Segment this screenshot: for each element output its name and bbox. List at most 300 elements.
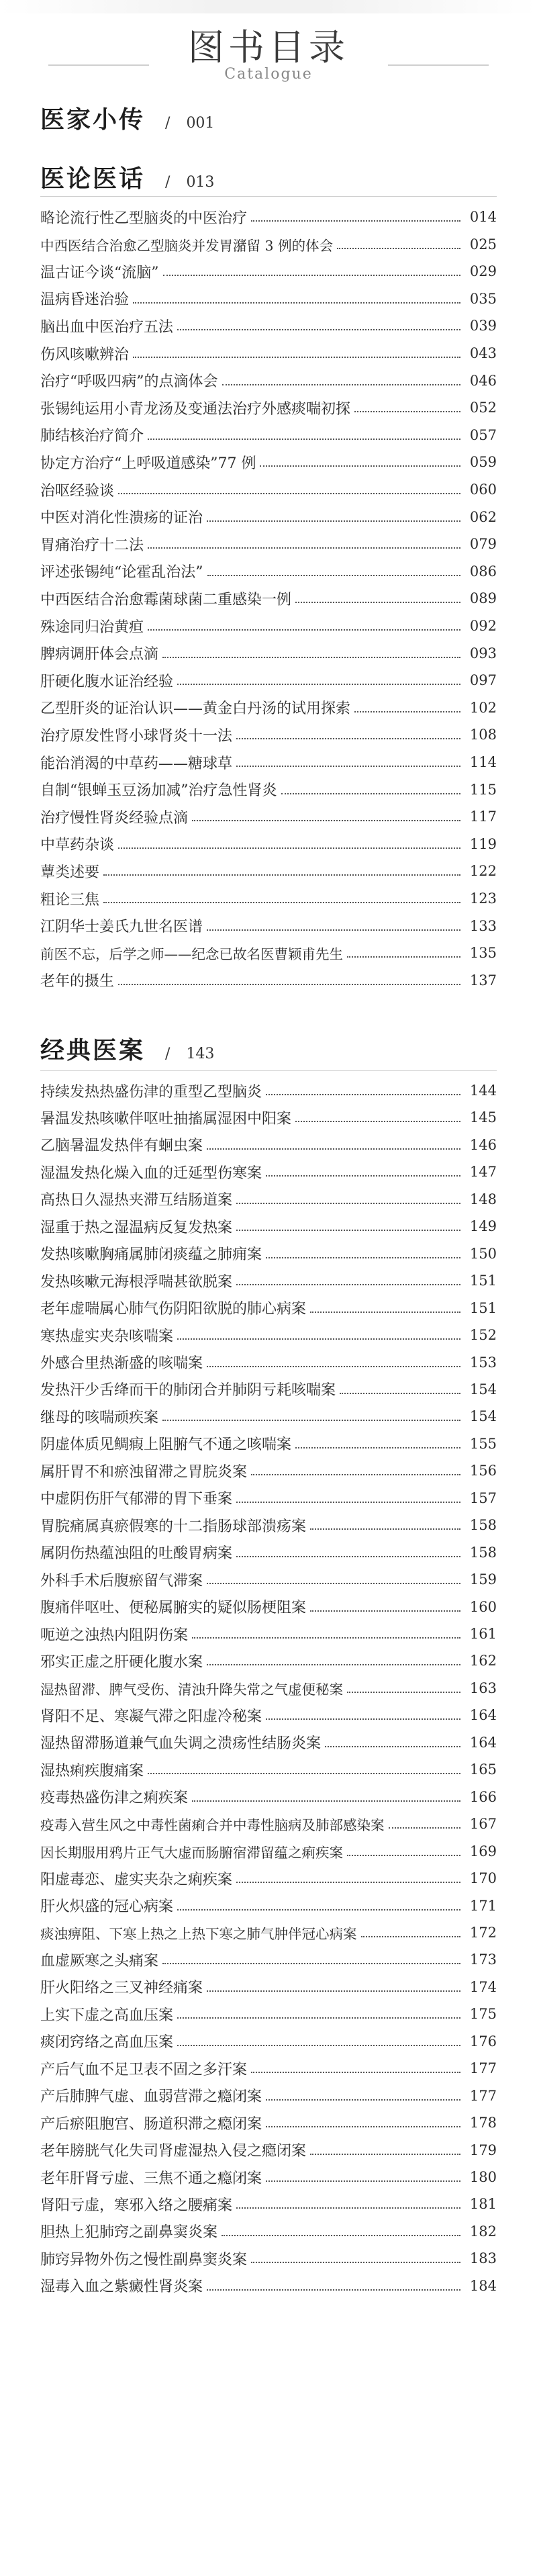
toc-entry[interactable] xyxy=(40,749,497,776)
dot-leader xyxy=(207,575,461,576)
toc-entry-page: 177 xyxy=(469,2060,497,2077)
toc-entry-title: 脾病调肝体会点滴 xyxy=(40,646,159,663)
toc-entry-title: 脑出血中医治疗五法 xyxy=(40,318,174,336)
dot-leader xyxy=(118,493,460,494)
toc-entry-page: 158 xyxy=(469,1544,497,1561)
section-heading-essays xyxy=(40,160,497,195)
toc-entry-page: 052 xyxy=(469,400,497,416)
toc-entry-title: 发热咳嗽胸痛属肺闭痰蕴之肺痈案 xyxy=(40,1246,262,1264)
toc-entry-page: 154 xyxy=(469,1381,497,1397)
dot-leader xyxy=(266,1718,460,1720)
toc-entry-title: 湿温发热化燥入血的迁延型伤寒案 xyxy=(40,1164,262,1182)
toc-entry-page: 181 xyxy=(469,2196,497,2213)
toc-entry-page: 162 xyxy=(469,1653,497,1669)
toc-entry-page: 149 xyxy=(469,1218,497,1235)
dot-leader xyxy=(295,1121,460,1122)
dot-leader xyxy=(207,1583,460,1584)
toc-entry-title: 湿热留滞、脾气受伤、清浊升降失常之气虚便秘案 xyxy=(40,1681,343,1698)
toc-entry[interactable] xyxy=(40,1403,497,1430)
dot-leader xyxy=(340,1393,460,1394)
section-page: 013 xyxy=(186,174,215,191)
toc-entry[interactable] xyxy=(40,1539,497,1566)
toc-entry[interactable] xyxy=(40,531,497,557)
toc-entry-title: 张锡纯运用小青龙汤及变通法治疗外感痰喘初探 xyxy=(40,400,351,418)
toc-entry-title: 肝火炽盛的冠心病案 xyxy=(40,1898,174,1915)
header-band xyxy=(0,0,537,13)
toc-entry-page: 156 xyxy=(469,1463,497,1479)
toc-entry-title: 属阴伤热蕴浊阻的吐酸胃病案 xyxy=(40,1545,233,1563)
dot-leader xyxy=(236,1230,460,1231)
dot-leader xyxy=(236,1203,460,1204)
toc-entry-page: 176 xyxy=(469,2033,497,2050)
dot-leader xyxy=(236,1556,460,1557)
toc-entry-title: 自制“银蝉玉豆汤加减”治疗急性肾炎 xyxy=(40,782,277,800)
toc-entry[interactable] xyxy=(40,2191,497,2217)
dot-leader xyxy=(148,629,460,631)
toc-entry-page: 135 xyxy=(469,945,497,962)
dot-leader xyxy=(207,1990,460,1992)
dot-leader xyxy=(148,547,460,549)
toc-entry[interactable] xyxy=(40,2272,497,2299)
dot-leader xyxy=(236,1502,460,1503)
toc-entry[interactable] xyxy=(40,1485,497,1512)
dot-leader xyxy=(281,793,461,794)
toc-entry-title: 痰闭窍络之高血压案 xyxy=(40,2034,174,2052)
toc-entry[interactable] xyxy=(40,939,497,966)
toc-entry-title: 中虚阴伤肝气郁滞的胃下垂案 xyxy=(40,1491,233,1508)
toc-entry[interactable] xyxy=(40,1838,497,1865)
toc-entry-page: 029 xyxy=(469,263,497,280)
toc-entry-page: 025 xyxy=(469,236,497,252)
toc-entry[interactable] xyxy=(40,2082,497,2109)
toc-entry-page: 122 xyxy=(469,863,497,880)
dot-leader xyxy=(310,1610,460,1612)
toc-entry-page: 169 xyxy=(469,1843,497,1859)
toc-entry-title: 外科手术后腹瘀留气滞案 xyxy=(40,1572,203,1590)
dot-leader xyxy=(177,684,460,685)
toc-entry-title: 湿热留滞肠道兼气血失调之溃疡性结肠炎案 xyxy=(40,1735,322,1753)
toc-entry[interactable] xyxy=(40,285,497,312)
dot-leader xyxy=(133,357,460,358)
toc-entry-title: 阴虚体质见鲷瘕上阻腑气不通之咳喘案 xyxy=(40,1436,292,1454)
toc-entry-page: 114 xyxy=(469,754,497,770)
toc-entry[interactable] xyxy=(40,885,497,912)
toc-entry[interactable] xyxy=(40,340,497,367)
dot-leader xyxy=(162,1963,460,1964)
dot-leader xyxy=(192,1800,460,1802)
toc-entry-title: 肝硬化腹水证治经验 xyxy=(40,673,174,690)
dot-leader xyxy=(266,1094,460,1095)
toc-entry-title: 血虚厥寒之头痛案 xyxy=(40,1952,159,1970)
toc-entry-page: 145 xyxy=(469,1109,497,1126)
toc-entry-title: 寒热虚实夹杂咳喘案 xyxy=(40,1328,174,1345)
toc-entry[interactable] xyxy=(40,1457,497,1484)
toc-entry-page: 059 xyxy=(469,454,497,471)
dot-leader xyxy=(310,1312,460,1313)
toc-entry-title: 疫毒热盛伤津之痢疾案 xyxy=(40,1790,189,1807)
toc-entry[interactable] xyxy=(40,1702,497,1729)
toc-entry[interactable] xyxy=(40,1186,497,1213)
toc-entry-page: 115 xyxy=(469,781,497,798)
toc-entry-title: 治呕经验谈 xyxy=(40,482,115,500)
toc-entry-title: 发热汗少舌绛而干的肺闭合并肺阴亏耗咳喘案 xyxy=(40,1382,336,1399)
toc-entry-page: 014 xyxy=(469,209,497,225)
toc-entry[interactable] xyxy=(40,913,497,939)
toc-entry-title: 中草药杂谈 xyxy=(40,837,115,854)
dot-leader xyxy=(310,2154,460,2155)
dot-leader xyxy=(192,820,460,821)
toc-entry[interactable] xyxy=(40,831,497,858)
toc-entry-title: 蕈类述要 xyxy=(40,864,100,881)
toc-entry-page: 159 xyxy=(469,1571,497,1588)
toc-entry-title: 腹痛伴呕吐、便秘属腑实的疑似肠梗阻案 xyxy=(40,1600,307,1617)
toc-entry-title: 乙脑暑温发热伴有蛔虫案 xyxy=(40,1138,203,1155)
dot-leader xyxy=(177,2045,460,2046)
toc-entry[interactable] xyxy=(40,2028,497,2055)
toc-entry-page: 161 xyxy=(469,1626,497,1642)
toc-entry-title: 发热咳嗽元海根浮喘甚欲脱案 xyxy=(40,1273,233,1291)
toc-entry[interactable] xyxy=(40,476,497,503)
toc-entry-page: 097 xyxy=(469,672,497,689)
toc-entry-title: 中西医结合治愈乙型脑炎并发胃潴留 3 例的体会 xyxy=(40,237,334,254)
dot-leader xyxy=(103,902,460,903)
section-separator: / xyxy=(165,174,170,191)
toc-entry[interactable] xyxy=(40,1810,497,1837)
toc-entry[interactable] xyxy=(40,203,497,230)
dot-leader xyxy=(266,2180,460,2182)
toc-entry-title: 老年肝肾亏虚、三焦不通之瘾闭案 xyxy=(40,2170,262,2187)
toc-entry-title: 温古证今谈“流脑” xyxy=(40,264,159,281)
toc-entry[interactable] xyxy=(40,1566,497,1593)
toc-entry-page: 035 xyxy=(469,290,497,307)
dot-leader xyxy=(222,2235,460,2236)
toc-entry-page: 151 xyxy=(469,1273,497,1289)
toc-entry[interactable] xyxy=(40,394,497,421)
toc-entry-title: 胃痛治疗十二法 xyxy=(40,537,144,554)
toc-entry-page: 137 xyxy=(469,972,497,988)
page-title: 图书目录 xyxy=(188,26,349,68)
toc-entry-page: 060 xyxy=(469,481,497,498)
toc-entry-title: 肾阳亏虚，寒邪入络之腰痛案 xyxy=(40,2197,233,2214)
toc-entry-page: 182 xyxy=(469,2223,497,2240)
toc-entry[interactable] xyxy=(40,1077,497,1104)
toc-entry-title: 高热日久湿热夹滞互结肠道案 xyxy=(40,1192,233,1209)
dot-leader xyxy=(177,1909,460,1911)
page-subtitle: Catalogue xyxy=(224,66,313,83)
dot-leader xyxy=(207,520,460,522)
dot-leader xyxy=(236,1882,460,1883)
toc-entry-title: 湿毒入血之紫癜性肾炎案 xyxy=(40,2279,203,2296)
toc-entry-title: 胆热上犯肺窍之副鼻窦炎案 xyxy=(40,2224,218,2242)
dot-leader xyxy=(162,657,460,658)
toc-entry[interactable] xyxy=(40,1430,497,1457)
toc-entry-page: 108 xyxy=(469,727,497,743)
dot-leader xyxy=(251,2262,460,2263)
toc-entry[interactable] xyxy=(40,1349,497,1376)
toc-entry-title: 呃逆之浊热内阻阴伤案 xyxy=(40,1626,189,1644)
dot-leader xyxy=(251,2072,460,2073)
toc-entry-page: 154 xyxy=(469,1408,497,1425)
dot-leader xyxy=(266,2126,460,2127)
toc-entry-page: 164 xyxy=(469,1734,497,1751)
toc-entry-title: 痰浊痹阻、下寒上热之上热下寒之肺气肿伴冠心病案 xyxy=(40,1925,357,1942)
toc-entry[interactable] xyxy=(40,312,497,339)
toc-entry[interactable] xyxy=(40,1919,497,1946)
toc-entry-title: 邪实正虚之肝硬化腹水案 xyxy=(40,1653,203,1671)
toc-entry-title: 中西医结合治愈霉菌球菌二重感染一例 xyxy=(40,591,292,608)
toc-entry-title: 湿重于热之湿温病反复发热案 xyxy=(40,1219,233,1236)
toc-entry-title: 老年的摄生 xyxy=(40,973,115,991)
toc-entry[interactable] xyxy=(40,2245,497,2272)
toc-entry-page: 166 xyxy=(469,1788,497,1805)
toc-entry-page: 144 xyxy=(469,1083,497,1099)
toc-entry-page: 146 xyxy=(469,1136,497,1153)
toc-entry-page: 117 xyxy=(469,809,497,825)
toc-entry-page: 133 xyxy=(469,917,497,934)
toc-entry-title: 前医不忘，后学之师——纪念已故名医曹颖甫先生 xyxy=(40,946,343,963)
dot-leader xyxy=(177,1338,460,1340)
dot-leader xyxy=(310,1528,460,1530)
toc-entry-title: 暑温发热咳嗽伴呕吐抽搐属湿困中阳案 xyxy=(40,1110,292,1128)
toc-entry[interactable] xyxy=(40,422,497,449)
toc-entry-page: 043 xyxy=(469,345,497,361)
toc-entry[interactable] xyxy=(40,967,497,994)
dot-leader xyxy=(337,248,460,249)
toc-entry-page: 150 xyxy=(469,1245,497,1262)
toc-entry[interactable] xyxy=(40,1295,497,1322)
toc-entry[interactable] xyxy=(40,1865,497,1892)
dot-leader xyxy=(222,384,461,385)
toc-entry[interactable] xyxy=(40,694,497,721)
toc-entry-page: 152 xyxy=(469,1327,497,1344)
toc-entry-title: 治疗慢性肾炎经验点滴 xyxy=(40,809,189,827)
toc-entry[interactable] xyxy=(40,858,497,884)
dot-leader xyxy=(347,956,460,958)
toc-entry-page: 179 xyxy=(469,2142,497,2158)
toc-entry-page: 147 xyxy=(469,1164,497,1181)
toc-entry[interactable] xyxy=(40,640,497,667)
toc-entry-page: 039 xyxy=(469,318,497,334)
toc-entry-title: 江阴华士姜氏九世名医谱 xyxy=(40,919,203,936)
section-divider xyxy=(40,196,497,197)
toc-entry-page: 164 xyxy=(469,1707,497,1724)
toc-entry[interactable] xyxy=(40,1512,497,1538)
header-divider-right xyxy=(388,64,489,66)
toc-entry[interactable] xyxy=(40,2000,497,2027)
toc-entry[interactable] xyxy=(40,1132,497,1158)
dot-leader xyxy=(118,984,460,985)
toc-entry-title: 疫毒入营生风之中毒性菌痢合并中毒性脑病及肺部感染案 xyxy=(40,1817,385,1834)
toc-entry-page: 167 xyxy=(469,1816,497,1833)
toc-entry-title: 肺窍异物外伤之慢性副鼻窦炎案 xyxy=(40,2251,248,2268)
toc-entry[interactable] xyxy=(40,1104,497,1131)
toc-entry-page: 183 xyxy=(469,2250,497,2267)
toc-entry-title: 肾阳不足、寒凝气滞之阳虚冷秘案 xyxy=(40,1708,262,1725)
toc-entry[interactable] xyxy=(40,803,497,830)
toc-entry-page: 174 xyxy=(469,1978,497,1995)
toc-entry-title: 中医对消化性溃疡的证治 xyxy=(40,510,203,527)
toc-entry[interactable] xyxy=(40,367,497,394)
dot-leader xyxy=(361,1936,461,1937)
toc-entry[interactable] xyxy=(40,1784,497,1810)
toc-entry[interactable] xyxy=(40,2218,497,2245)
toc-entry-title: 属肝胃不和瘀浊留滞之胃脘炎案 xyxy=(40,1463,248,1481)
dot-leader xyxy=(133,302,460,304)
dot-leader xyxy=(295,602,460,603)
toc-entry[interactable] xyxy=(40,1756,497,1783)
dot-leader xyxy=(207,1366,460,1367)
dot-leader xyxy=(266,1257,460,1258)
dot-leader xyxy=(207,1664,460,1665)
toc-entry-title: 治疗原发性肾小球肾炎十一法 xyxy=(40,727,233,745)
dot-leader xyxy=(251,1474,460,1475)
toc-entry-title: 略论流行性乙型脑炎的中医治疗 xyxy=(40,210,248,227)
dot-leader xyxy=(207,929,460,931)
toc-entry-page: 163 xyxy=(469,1680,497,1696)
toc-entry[interactable] xyxy=(40,721,497,748)
toc-entry[interactable] xyxy=(40,1946,497,1973)
toc-entry[interactable] xyxy=(40,776,497,803)
toc-entry-page: 172 xyxy=(469,1924,497,1941)
toc-entry-title: 乙型肝炎的证治认识——黄金白丹汤的试用探索 xyxy=(40,700,351,718)
dot-leader xyxy=(163,275,461,276)
section-title: 医论医话 xyxy=(40,165,146,193)
toc-entry[interactable] xyxy=(40,504,497,531)
dot-leader xyxy=(192,1637,460,1639)
toc-entry-title: 殊途同归治黄疸 xyxy=(40,618,144,636)
dot-leader xyxy=(295,1447,460,1448)
toc-entry-page: 157 xyxy=(469,1489,497,1506)
toc-entry[interactable] xyxy=(40,1240,497,1267)
toc-entry-page: 178 xyxy=(469,2115,497,2131)
dot-leader xyxy=(236,2207,460,2209)
toc-entry[interactable] xyxy=(40,1322,497,1348)
section-title: 医家小传 xyxy=(40,105,146,134)
toc-entry-title: 老年虚喘属心肺气伤阴阳欲脱的肺心病案 xyxy=(40,1301,307,1318)
toc-entry[interactable] xyxy=(40,1213,497,1240)
toc-entry-page: 151 xyxy=(469,1299,497,1316)
toc-entry[interactable] xyxy=(40,449,497,475)
toc-entry-title: 伤风咳嗽辨治 xyxy=(40,346,130,363)
dot-leader xyxy=(347,1692,460,1693)
section-divider xyxy=(40,1070,497,1071)
toc-entry-title: 持续发热热盛伤津的重型乙型脑炎 xyxy=(40,1083,262,1101)
toc-entry-title: 治疗“呼吸四病”的点滴体会 xyxy=(40,373,218,391)
toc-entry-title: 阳虚毒恋、虚实夹杂之痢疾案 xyxy=(40,1871,233,1888)
dot-leader xyxy=(207,1148,460,1150)
dot-leader xyxy=(118,847,460,849)
toc-entry-page: 165 xyxy=(469,1761,497,1778)
toc-entry-page: 184 xyxy=(469,2277,497,2294)
dot-leader xyxy=(266,1175,460,1177)
dot-leader xyxy=(354,411,460,412)
dot-leader xyxy=(177,2017,460,2019)
dot-leader xyxy=(207,2289,460,2291)
section-heading-bio xyxy=(40,101,497,136)
toc-entry-page: 173 xyxy=(469,1951,497,1968)
section-title: 经典医案 xyxy=(40,1036,146,1064)
dot-leader xyxy=(148,439,460,440)
toc-entry-page: 160 xyxy=(469,1598,497,1615)
toc-entry[interactable] xyxy=(40,1376,497,1403)
toc-entry-title: 产后瘀阻胞宫、肠道积滞之瘾闭案 xyxy=(40,2115,262,2133)
toc-entry[interactable] xyxy=(40,2109,497,2136)
dot-leader xyxy=(148,1773,460,1774)
toc-entry[interactable] xyxy=(40,1892,497,1919)
dot-leader xyxy=(236,766,460,767)
toc-entry-page: 153 xyxy=(469,1354,497,1371)
section-page: 143 xyxy=(186,1046,215,1062)
toc-entry-page: 062 xyxy=(469,508,497,525)
toc-entry-page: 177 xyxy=(469,2087,497,2104)
toc-entry-page: 079 xyxy=(469,536,497,553)
dot-leader xyxy=(266,2099,460,2101)
toc-entry-page: 092 xyxy=(469,618,497,634)
dot-leader xyxy=(389,1827,461,1829)
toc-entry[interactable] xyxy=(40,258,497,285)
toc-entry[interactable] xyxy=(40,1158,497,1185)
toc-entry[interactable] xyxy=(40,2055,497,2082)
toc-entry[interactable] xyxy=(40,1974,497,2000)
toc-entry-title: 老年膀胱气化失司肾虚湿热入侵之瘾闭案 xyxy=(40,2143,307,2160)
toc-entry-page: 093 xyxy=(469,645,497,661)
toc-entry-page: 046 xyxy=(469,372,497,389)
toc-entry-page: 123 xyxy=(469,890,497,907)
toc-entry-title: 粗论三焦 xyxy=(40,891,100,909)
toc-entry-title: 上实下虚之高血压案 xyxy=(40,2007,174,2024)
toc-entry[interactable] xyxy=(40,612,497,639)
toc-entry[interactable] xyxy=(40,585,497,612)
toc-entry[interactable] xyxy=(40,667,497,694)
dot-leader xyxy=(177,329,460,330)
toc-entry-page: 155 xyxy=(469,1435,497,1452)
section-separator: / xyxy=(165,1046,170,1062)
toc-entry-page: 175 xyxy=(469,2006,497,2023)
toc-entry-title: 湿热痢疾腹痛案 xyxy=(40,1762,144,1780)
toc-entry-page: 089 xyxy=(469,590,497,607)
toc-entry-page: 086 xyxy=(469,563,497,580)
dot-leader xyxy=(162,1420,460,1421)
section-heading-cases xyxy=(40,1031,497,1066)
toc-entry[interactable] xyxy=(40,2137,497,2164)
toc-entry[interactable] xyxy=(40,1594,497,1620)
dot-leader xyxy=(103,874,460,876)
toc-entry[interactable] xyxy=(40,231,497,258)
section-separator: / xyxy=(165,115,170,132)
toc-entry[interactable] xyxy=(40,2164,497,2191)
dot-leader xyxy=(347,1855,460,1856)
toc-entry[interactable] xyxy=(40,1267,497,1294)
toc-entry[interactable] xyxy=(40,558,497,585)
toc-entry-page: 158 xyxy=(469,1517,497,1534)
toc-entry-title: 因长期服用鸦片正气大虚而肠腑宿滞留蕴之痢疾案 xyxy=(40,1844,343,1861)
toc-entry[interactable] xyxy=(40,1620,497,1647)
toc-entry-title: 产后肺脾气虚、血弱营滞之瘾闭案 xyxy=(40,2088,262,2106)
toc-entry[interactable] xyxy=(40,1729,497,1756)
toc-entry-title: 产后气血不足卫表不固之多汗案 xyxy=(40,2061,248,2078)
toc-entry-title: 评述张锡纯“论霍乱治法” xyxy=(40,564,203,582)
dot-leader xyxy=(260,465,460,467)
toc-entry-title: 外感合里热渐盛的咳喘案 xyxy=(40,1355,203,1372)
toc-entry[interactable] xyxy=(40,1675,497,1702)
toc-entry-page: 170 xyxy=(469,1870,497,1887)
toc-entry-page: 171 xyxy=(469,1897,497,1914)
dot-leader xyxy=(236,738,460,739)
toc-entry[interactable] xyxy=(40,1647,497,1674)
dot-leader xyxy=(325,1746,460,1747)
toc-entry-page: 148 xyxy=(469,1191,497,1207)
dot-leader xyxy=(251,220,460,222)
